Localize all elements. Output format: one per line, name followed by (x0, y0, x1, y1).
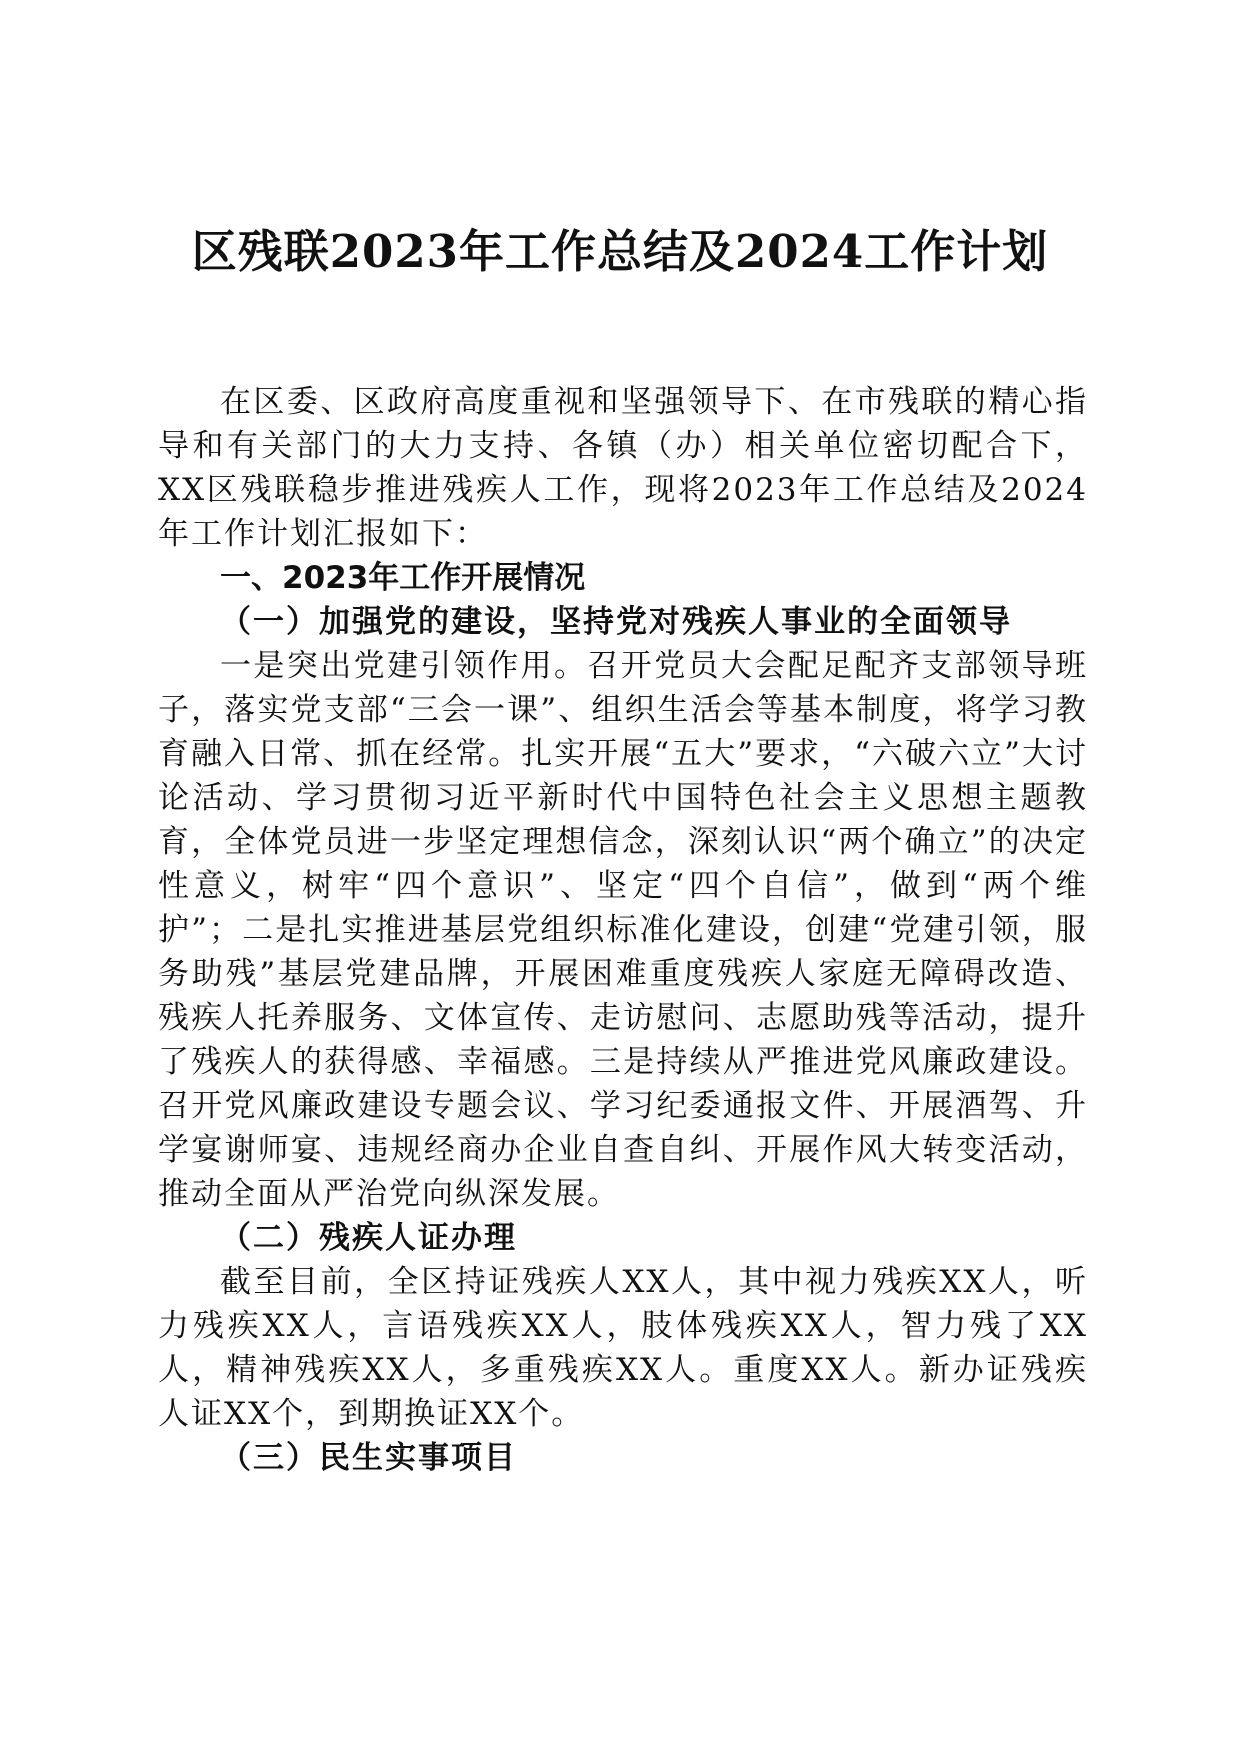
intro-paragraph: 在区委、区政府高度重视和坚强领导下、在市残联的精心指导和有关部门的大力支持、各镇（办）相关单位密切配合下，XX区残联稳步推进残疾人工作，现将2023年工作总结及2024年工作计划汇报如下： (158, 384, 1088, 552)
subsection-heading-1: （一）加强党的建设，坚持党对残疾人事业的全面领导 (220, 604, 1012, 640)
document-body (158, 380, 1088, 1480)
subsection-heading-3: （三）民生实事项目 (220, 1440, 517, 1476)
document-title: 区残联2023年工作总结及2024工作计划 (191, 225, 1049, 278)
subsection-body-2: 截至目前，全区持证残疾人XX人，其中视力残疾XX人，听力残疾XX人，言语残疾XX人，肢体残疾XX人，智力残了XX人，精神残疾XX人，多重残疾XX人。重度XX人。新办证残疾人证XX个，到期换证XX个。 (158, 1264, 1088, 1432)
subsection-heading-2: （二）残疾人证办理 (220, 1220, 517, 1256)
subsection-body-1: 一是突出党建引领作用。召开党员大会配足配齐支部领导班子，落实党支部“三会一课”、组织生活会等基本制度，将学习教育融入日常、抓在经常。扎实开展“五大”要求，“六破六立”大讨论活动、学习贯彻习近平新时代中国特色社会主义思想主题教育，全体党员进一步坚定理想信念，深刻认识“两个确立”的决定性意义，树牢“四个意识”、坚定“四个自信”，做到“两个维护”；二是扎实推进基层党组织标准化建设，创建“党建引领，服务助残”基层党建品牌，开展困难重度残疾人家庭无障碍改造、残疾人托养服务、文体宣传、走访慰问、志愿助残等活动，提升了残疾人的获得感、幸福感。三是持续从严推进党风廉政建设。召开党风廉政建设专题会议、学习纪委通报文件、开展酒驾、升学宴谢师宴、违规经商办企业自查自纠、开展作风大转变活动，推动全面从严治党向纵深发展。 (158, 648, 1088, 1212)
section-heading-1: 一、2023年工作开展情况 (220, 560, 586, 596)
